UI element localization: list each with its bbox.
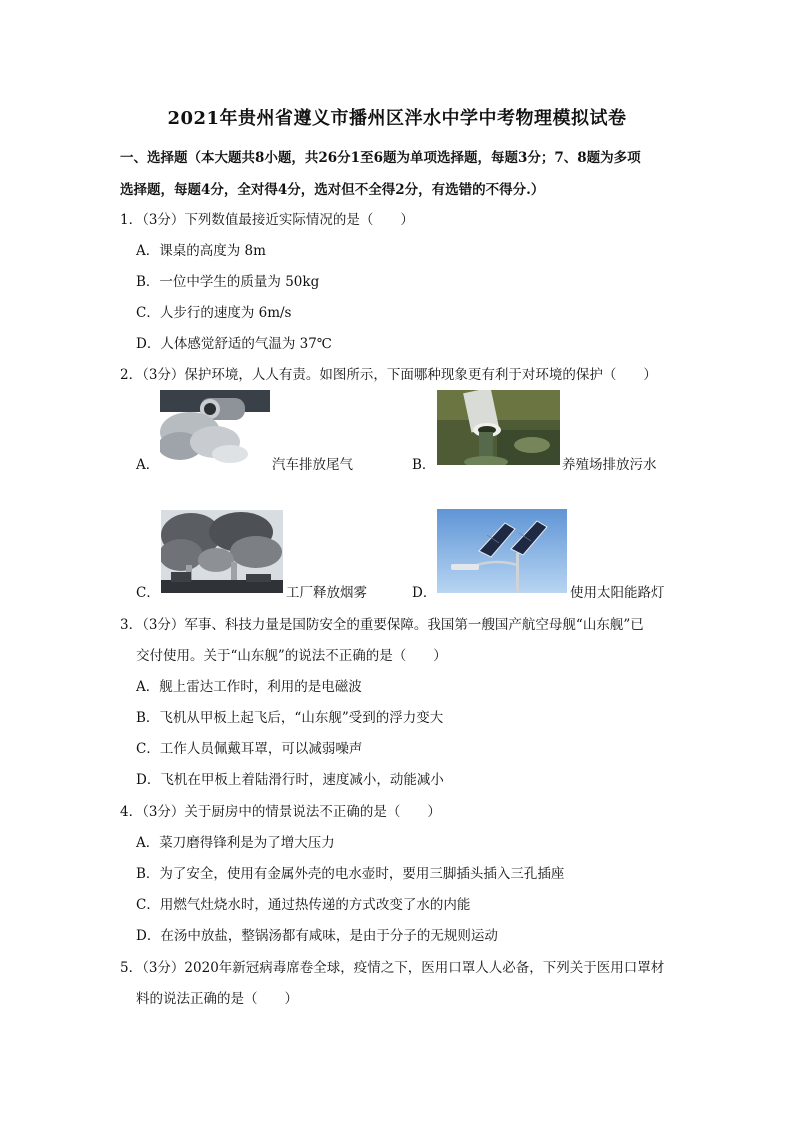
question-4-option-d: D．在汤中放盐，整锅汤都有咸味，是由于分子的无规则运动 [136,928,498,944]
question-4-option-c: C．用燃气灶烧水时，通过热传递的方式改变了水的内能 [136,897,471,913]
question-2-option-c-letter: C． [136,585,160,601]
question-4-stem: 4．（3分）关于厨房中的情景说法不正确的是（ ） [120,804,441,820]
question-2-option-d-caption: 使用太阳能路灯 [570,585,665,601]
question-2-option-a-letter: A． [136,457,160,473]
factory-smoke-image [161,510,283,593]
question-4-option-a: A．菜刀磨得锋利是为了增大压力 [136,835,335,851]
question-1-option-a: A．课桌的高度为 8m [136,243,266,259]
question-1-option-b: B．一位中学生的质量为 50kg [136,274,320,290]
question-2-option-b-caption: 养殖场排放污水 [562,457,657,473]
section-heading-line1: 一、选择题（本大题共8小题，共26分1至6题为单项选择题，每题3分；7、8题为多项 [120,150,641,166]
question-1-option-c: C．人步行的速度为 6m/s [136,305,292,321]
question-3-option-c: C．工作人员佩戴耳罩，可以减弱噪声 [136,741,363,757]
question-3-stem-line1: 3．（3分）军事、科技力量是国防安全的重要保障。我国第一艘国产航空母舰“山东舰”已 [120,617,644,633]
question-1-stem: 1．（3分）下列数值最接近实际情况的是（ ） [120,212,414,228]
solar-streetlight-image [437,509,567,593]
question-1-option-d: D．人体感觉舒适的气温为 37℃ [136,336,332,352]
question-3-option-b: B．飞机从甲板上起飞后，“山东舰”受到的浮力变大 [136,710,444,726]
question-3-stem-line2: 交付使用。关于“山东舰”的说法不正确的是（ ） [136,648,447,664]
page-title: 2021年贵州省遵义市播州区泮水中学中考物理模拟试卷 [167,108,627,129]
question-2-option-d-letter: D． [412,585,437,601]
question-2-option-b-letter: B． [412,457,436,473]
question-5-stem-line1: 5．（3分）2020年新冠病毒席卷全球，疫情之下，医用口罩人人必备，下列关于医用口罩材 [120,960,665,976]
question-2-stem: 2．（3分）保护环境，人人有责。如图所示，下面哪种现象更有利于对环境的保护（ ） [120,367,657,383]
car-exhaust-image [160,390,270,465]
question-2-option-c-caption: 工厂释放烟雾 [286,585,367,601]
question-3-option-a: A．舰上雷达工作时，利用的是电磁波 [136,679,362,695]
question-5-stem-line2: 料的说法正确的是（ ） [136,991,298,1007]
question-3-option-d: D．飞机在甲板上着陆滑行时，速度减小，动能减小 [136,772,444,788]
question-4-option-b: B．为了安全，使用有金属外壳的电水壶时，要用三脚插头插入三孔插座 [136,866,565,882]
sewage-pipe-image [437,390,560,465]
section-heading-line2: 选择题，每题4分，全对得4分，选对但不全得2分，有选错的不得分.） [120,182,545,198]
question-2-option-a-caption: 汽车排放尾气 [272,457,353,473]
